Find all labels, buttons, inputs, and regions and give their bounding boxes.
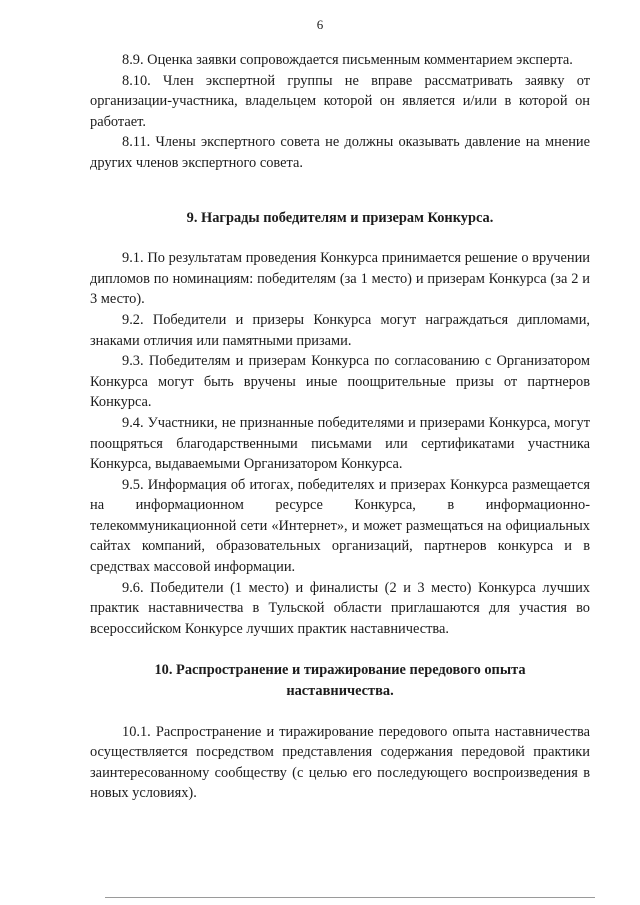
bottom-rule bbox=[105, 897, 595, 898]
section-9-heading: 9. Награды победителям и призерам Конкурса. bbox=[186, 209, 494, 226]
paragraph-8-11: 8.11. Члены экспертного совета не должны оказывать давление на мнение других членов экспертного совета. bbox=[90, 134, 590, 171]
section-10-heading: 10. Распространение и тиражирование передового опыта наставничества. bbox=[154, 662, 526, 700]
paragraph-10-1: 10.1. Распространение и тиражирование передового опыта наставничества осуществляется посредством представления содержания передовой практики заинтересованному сообществу (с целью его последующего воспроизведения в новых условиях). bbox=[90, 723, 590, 802]
paragraph-9-2: 9.2. Победители и призеры Конкурса могут награждаться дипломами, знаками отличия или памятными призами. bbox=[90, 311, 590, 349]
paragraph-8-10: 8.10. Член экспертной группы не вправе рассматривать заявку от организации-участника, владельцем которой он является и/или в которой он работает. bbox=[90, 72, 590, 130]
paragraph-8-9: 8.9. Оценка заявки сопровождается письменным комментарием эксперта. bbox=[122, 52, 573, 68]
paragraph-9-6: 9.6. Победители (1 место) и финалисты (2 и 3 место) Конкурса лучших практик наставничества в Тульской области приглашаются для участия во всероссийском Конкурсе лучших практик наставничества. bbox=[90, 579, 590, 637]
document-body bbox=[90, 50, 590, 804]
paragraph-9-3: 9.3. Победителям и призерам Конкурса по согласованию с Организатором Конкурса могут быть вручены иные поощрительные призы от партнеров Конкурса. bbox=[90, 353, 590, 411]
paragraph-9-5: 9.5. Информация об итогах, победителях и призерах Конкурса размещается на информационном ресурсе Конкурса, в информационно-телекоммуникационной сети «Интернет», и может размещаться на официальных сайтах компаний, образовательных организаций, партнеров конкурса и в средствах массовой информации. bbox=[90, 476, 590, 576]
paragraph-9-4: 9.4. Участники, не признанные победителями и призерами Конкурса, могут поощряться благодарственными письмами или сертификатами участника Конкурса, выдаваемыми Организатором Конкурса. bbox=[90, 414, 590, 473]
paragraph-9-1: 9.1. По результатам проведения Конкурса принимается решение о вручении дипломов по номинациям: победителям (за 1 место) и призерам Конкурса (за 2 и 3 место). bbox=[90, 250, 590, 308]
page-number: 6 bbox=[316, 17, 324, 32]
